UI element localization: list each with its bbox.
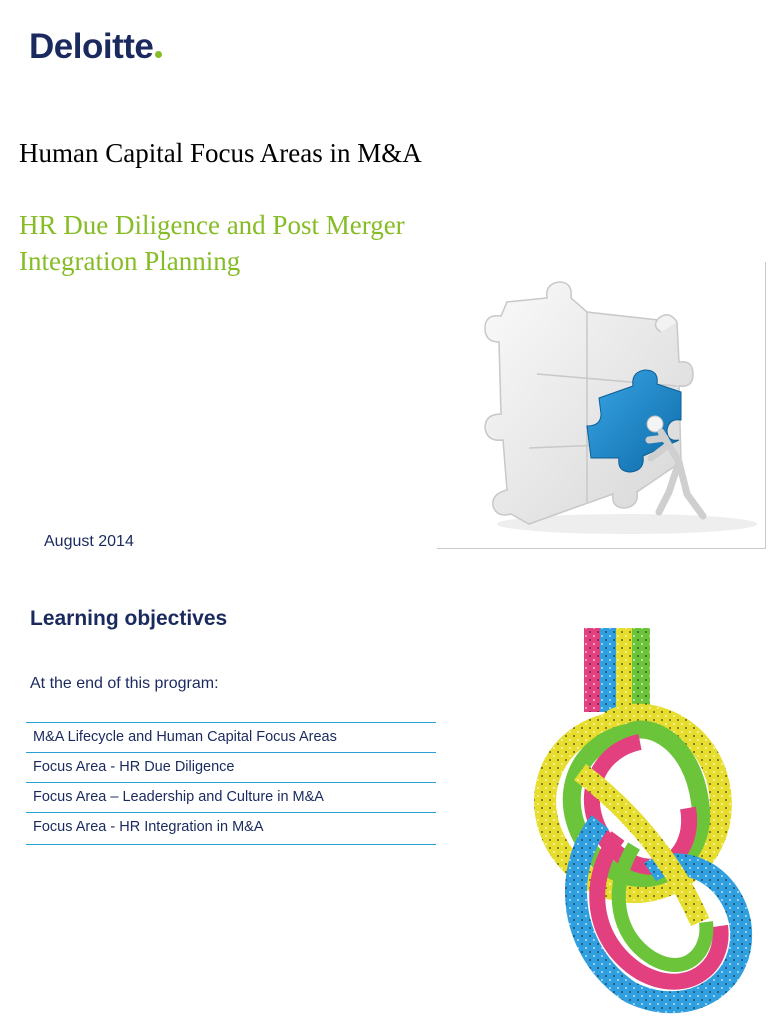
subtitle-line-1: HR Due Diligence and Post Merger [19, 210, 405, 240]
logo-green-dot [155, 51, 162, 58]
objective-item: Focus Area - HR Integration in M&A [26, 813, 436, 845]
objective-item: Focus Area - HR Due Diligence [26, 753, 436, 783]
deloitte-logo [29, 27, 162, 67]
program-intro-text: At the end of this program: [30, 675, 219, 692]
learning-objectives-heading: Learning objectives [30, 607, 228, 630]
document-title: Human Capital Focus Areas in M&A [19, 138, 422, 168]
logo-wordmark: Deloitte [29, 27, 154, 66]
objective-item: Focus Area – Leadership and Culture in M&A [26, 783, 436, 813]
document-date: August 2014 [44, 533, 134, 550]
rope-knot-illustration [500, 622, 768, 1024]
document-subtitle [19, 207, 479, 279]
subtitle-line-2: Integration Planning [19, 246, 241, 276]
learning-objectives-list [26, 722, 436, 845]
puzzle-illustration [437, 262, 766, 549]
objective-item: M&A Lifecycle and Human Capital Focus Areas [26, 723, 436, 753]
